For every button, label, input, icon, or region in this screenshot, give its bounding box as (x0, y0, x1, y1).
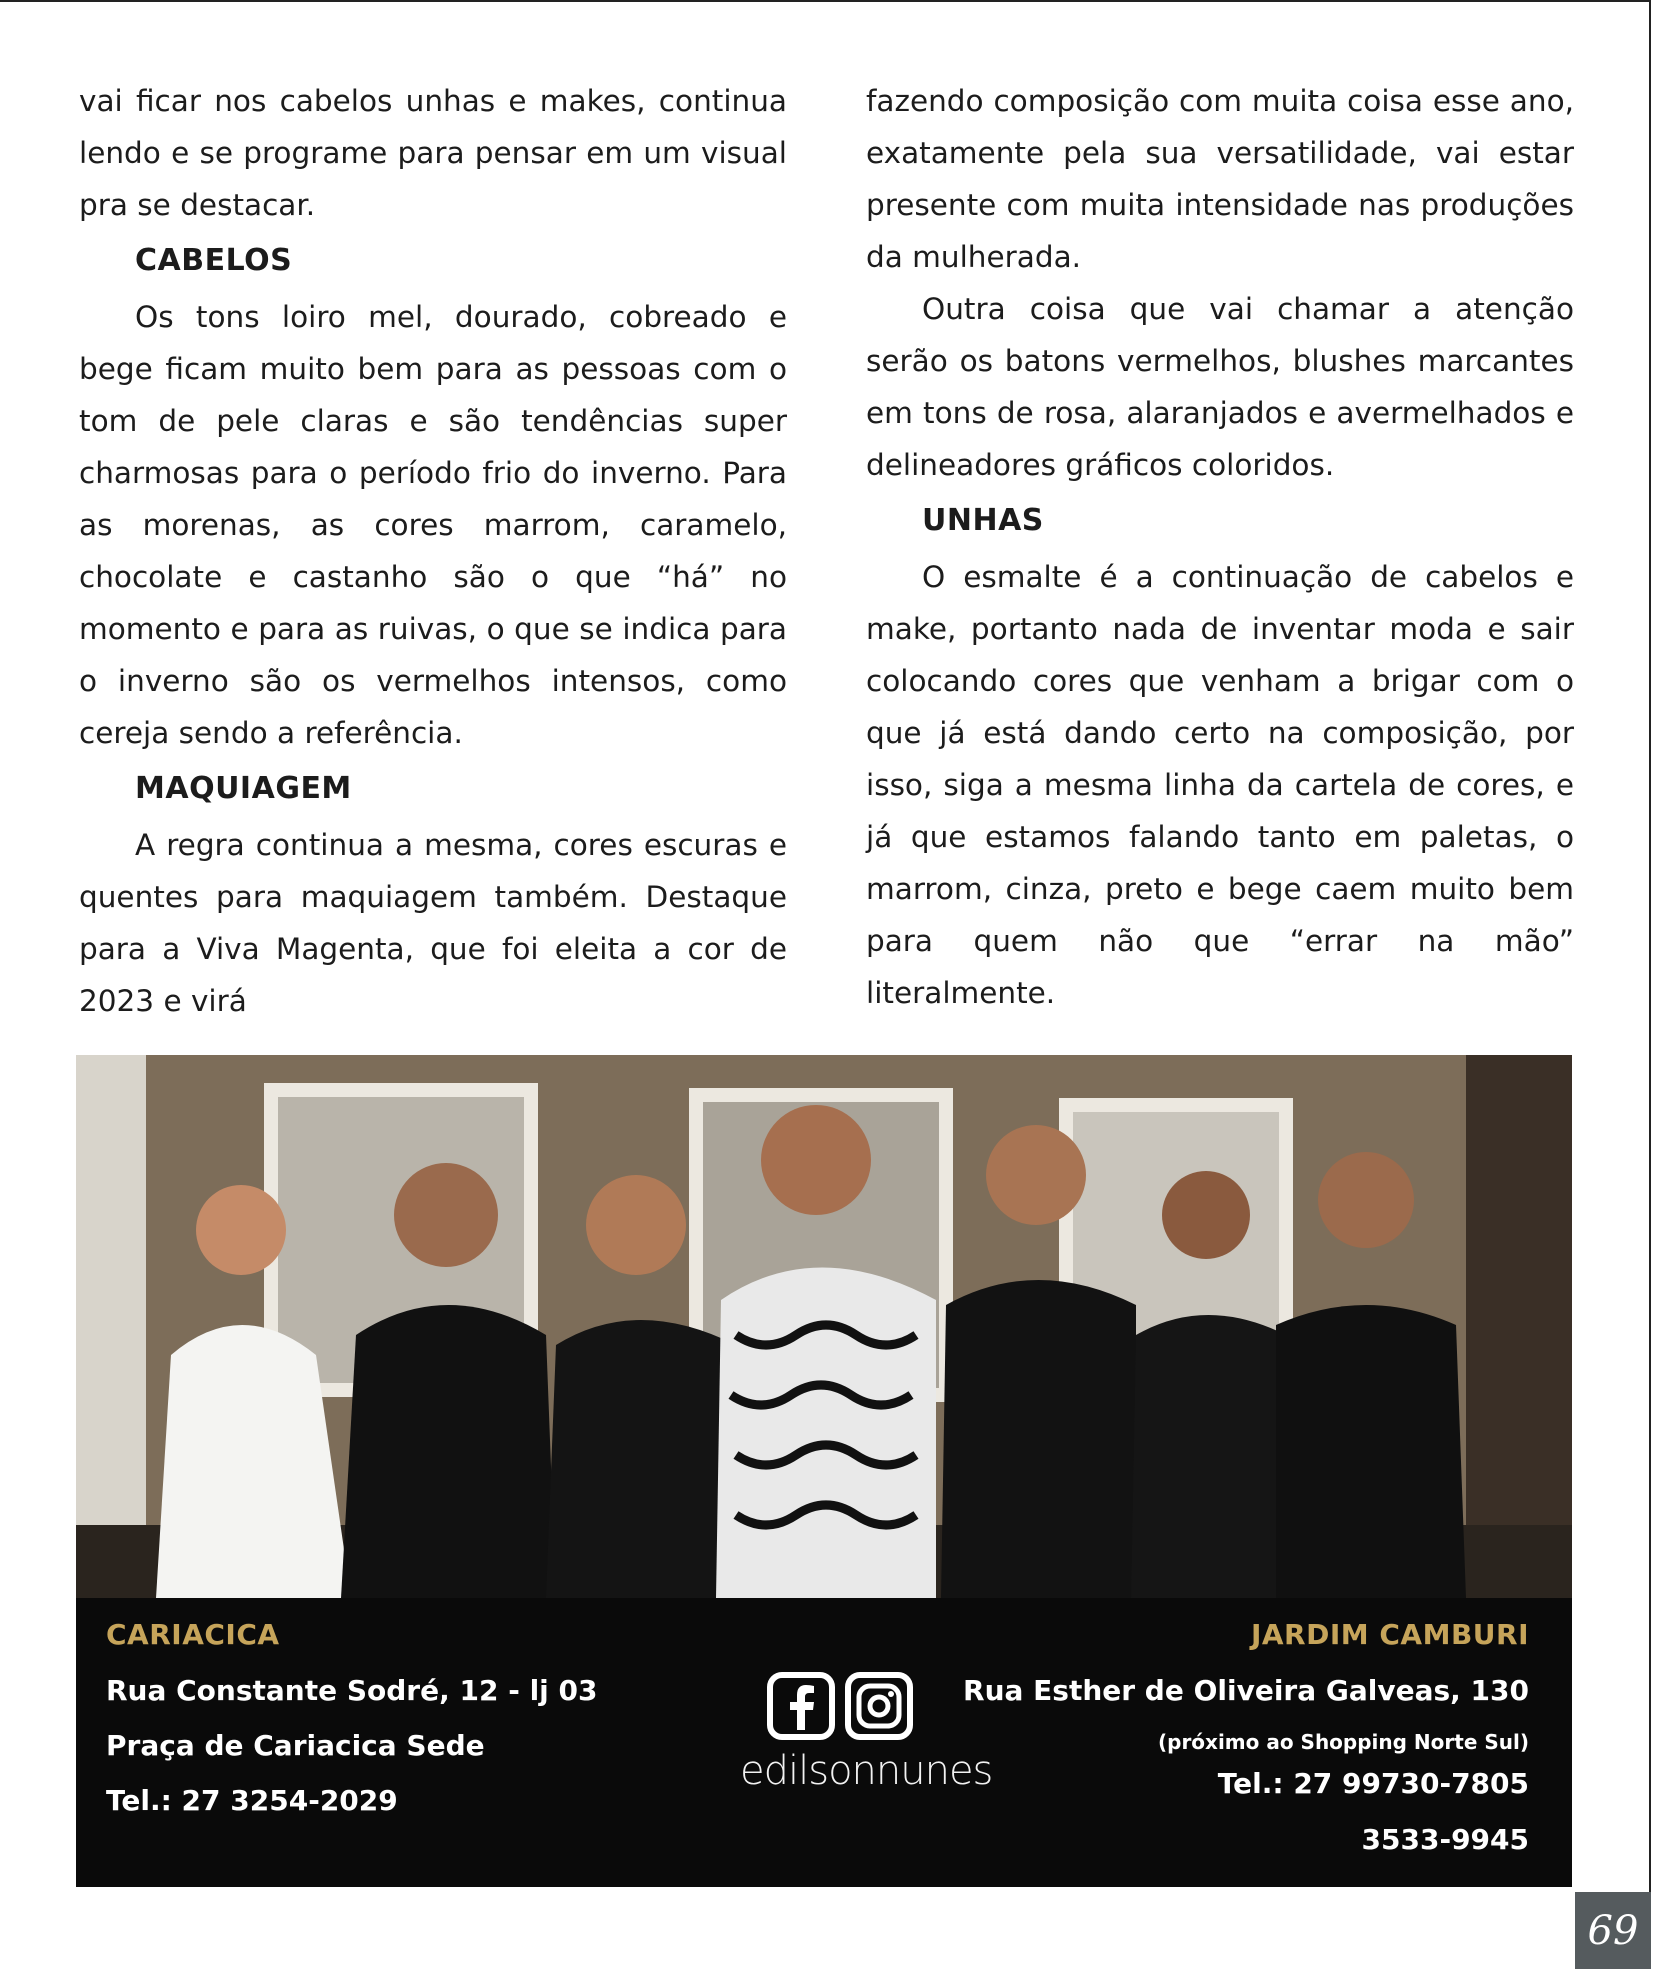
left-paragraph-3: A regra continua a mesma, cores escuras e quentes para maquiagem também. Destaque para a Viva Magenta, que foi eleita a cor de 2023 e virá (79, 828, 787, 1018)
right-paragraph-3: O esmalte é a continuação de cabelos e make, portanto nada de inventar moda e sair colocando cores que venham a brigar com o que já está dando certo na composição, por isso, siga a mesma linha da cartela de cores, e já que estamos falando tanto em paletas, o marrom, cinza, preto e bege caem muito bem para quem não que “errar na mão” literalmente. (866, 560, 1574, 1010)
location-phone: Tel.: 27 3254-2029 (106, 1784, 398, 1817)
instagram-icon[interactable] (845, 1672, 913, 1740)
page-number: 69 (1575, 1892, 1651, 1969)
heading-unhas: UNHAS (922, 503, 1044, 538)
heading-maquiagem: MAQUIAGEM (135, 771, 352, 806)
left-column (79, 75, 787, 1027)
location-phone-2: 3533-9945 (1361, 1823, 1529, 1856)
social-block (740, 1672, 993, 1794)
location-address-2: Praça de Cariacica Sede (106, 1729, 485, 1762)
team-photo (76, 1055, 1572, 1598)
location-note: (próximo ao Shopping Norte Sul) (1157, 1730, 1529, 1754)
location-title: JARDIM CAMBURI (1250, 1618, 1529, 1651)
location-address-1: Rua Esther de Oliveira Galveas, 130 (963, 1674, 1529, 1707)
right-column (866, 75, 1574, 1019)
footer-bar (76, 1598, 1572, 1887)
location-phone: Tel.: 27 99730-7805 (1217, 1767, 1529, 1800)
location-address-1: Rua Constante Sodré, 12 - lj 03 (106, 1674, 598, 1707)
facebook-icon[interactable] (767, 1672, 835, 1740)
brand-name: edilsonnunes (740, 1748, 993, 1794)
left-paragraph-1: vai ficar nos cabelos unhas e makes, continua lendo e se programe para pensar em um visual pra se destacar. (79, 84, 787, 222)
left-paragraph-2: Os tons loiro mel, dourado, cobreado e bege ficam muito bem para as pessoas com o tom de pele claras e são tendências super charmosas para o período frio do inverno. Para as morenas, as cores marrom, caramelo, chocolate e castanho são o que “há” no momento e para as ruivas, o que se indica para o inverno são os vermelhos intensos, como cereja sendo a referência. (79, 300, 787, 750)
right-paragraph-1: fazendo composição com muita coisa esse ano, exatamente pela sua versatilidade, vai estar presente com muita intensidade nas produções da mulherada. (866, 84, 1574, 274)
heading-cabelos: CABELOS (135, 243, 293, 278)
right-paragraph-2: Outra coisa que vai chamar a atenção serão os batons vermelhos, blushes marcantes em tons de rosa, alaranjados e avermelhados e delineadores gráficos coloridos. (866, 292, 1574, 482)
location-title: CARIACICA (106, 1618, 280, 1651)
